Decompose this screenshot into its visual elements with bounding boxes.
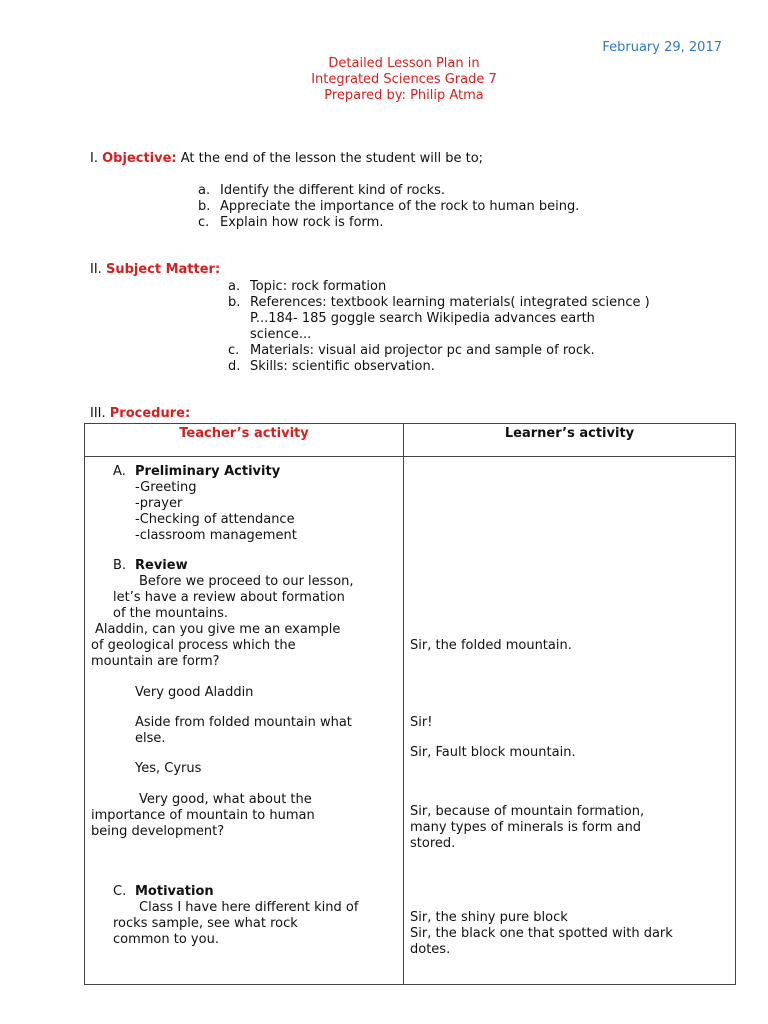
review-heading (113, 558, 188, 574)
learner-column-header: Learner’s activity (404, 424, 736, 457)
learner-response: Sir, the folded mountain. (410, 638, 572, 653)
subject-item-continuation: P...184- 185 goggle search Wikipedia advances earth (250, 311, 595, 326)
subject-item (228, 343, 595, 359)
praise-line: Very good Aladdin (135, 685, 254, 700)
procedure-heading (90, 406, 190, 421)
subject-item (228, 279, 386, 295)
learner-activity-cell (404, 457, 736, 985)
section-marker: B. (113, 558, 127, 573)
document-date: February 29, 2017 (602, 40, 722, 55)
subject-item (228, 295, 650, 311)
objective-item (198, 183, 445, 199)
subject-matter-heading (90, 262, 220, 277)
praise-line: Yes, Cyrus (135, 761, 202, 776)
list-marker: d. (228, 359, 241, 374)
objective-item (198, 215, 383, 231)
preliminary-item: -prayer (135, 496, 183, 511)
list-item-text: Skills: scientific observation. (250, 359, 435, 374)
learner-response: stored. (410, 836, 456, 851)
motivation-heading (113, 884, 214, 900)
procedure-label: Procedure: (109, 406, 191, 421)
review-title: Review (135, 558, 188, 573)
section-marker: C. (113, 884, 127, 899)
procedure-table (84, 423, 736, 985)
learner-response: Sir! (410, 715, 433, 730)
list-marker: c. (228, 343, 240, 358)
question-line: of geological process which the (91, 638, 296, 653)
list-marker: b. (198, 199, 211, 214)
section-marker: A. (113, 464, 126, 479)
title-line-1: Detailed Lesson Plan in (328, 56, 480, 71)
table-header-row (85, 424, 736, 457)
subject-matter-numeral: II. (90, 262, 102, 277)
list-item-text: Explain how rock is form. (220, 215, 384, 230)
learner-response: Sir, the shiny pure block (410, 910, 568, 925)
preliminary-item: -classroom management (135, 528, 297, 543)
motivation-title: Motivation (135, 884, 214, 899)
title-line-2: Integrated Sciences Grade 7 (311, 72, 497, 87)
objective-label: Objective: (102, 151, 177, 166)
question-line: else. (135, 731, 166, 746)
list-marker: a. (198, 183, 211, 198)
question-line: Very good, what about the (139, 792, 312, 807)
subject-item-continuation: science... (250, 327, 312, 342)
list-item-text: Materials: visual aid projector pc and sample of rock. (250, 343, 595, 358)
review-line: let’s have a review about formation (113, 590, 345, 605)
question-line: Aside from folded mountain what (135, 715, 352, 730)
table-row (85, 457, 736, 985)
objective-item (198, 199, 579, 215)
list-marker: b. (228, 295, 241, 310)
list-item-text: Topic: rock formation (250, 279, 387, 294)
preliminary-item: -Greeting (135, 480, 197, 495)
list-item-text: Appreciate the importance of the rock to human being. (220, 199, 580, 214)
subject-item (228, 359, 435, 375)
learner-response: dotes. (410, 942, 451, 957)
preliminary-title: Preliminary Activity (135, 464, 281, 479)
review-line: Before we proceed to our lesson, (139, 574, 354, 589)
procedure-numeral: III. (90, 406, 106, 421)
list-item-text: Identify the different kind of rocks. (220, 183, 446, 198)
learner-response: Sir, Fault block mountain. (410, 745, 576, 760)
learner-response: many types of minerals is form and (410, 820, 642, 835)
objective-numeral: I. (90, 151, 98, 166)
title-line-3: Prepared by: Philip Atma (324, 88, 484, 103)
preliminary-item: -Checking of attendance (135, 512, 295, 527)
learner-response: Sir, the black one that spotted with dark (410, 926, 673, 941)
review-line: of the mountains. (113, 606, 229, 621)
question-line: importance of mountain to human (91, 808, 315, 823)
learner-response: Sir, because of mountain formation, (410, 804, 645, 819)
list-marker: c. (198, 215, 210, 230)
objective-intro: At the end of the lesson the student will be to; (180, 151, 484, 166)
motivation-line: rocks sample, see what rock (113, 916, 298, 931)
list-marker: a. (228, 279, 241, 294)
question-line: Aladdin, can you give me an example (95, 622, 341, 637)
question-line: being development? (91, 824, 225, 839)
preliminary-heading (113, 464, 280, 480)
motivation-line: common to you. (113, 932, 219, 947)
teacher-activity-cell (85, 457, 404, 985)
subject-matter-label: Subject Matter: (105, 262, 221, 277)
objective-heading (90, 151, 483, 166)
motivation-line: Class I have here different kind of (139, 900, 359, 915)
list-item-text: References: textbook learning materials( integrated science ) (250, 295, 650, 310)
question-line: mountain are form? (91, 654, 220, 669)
teacher-column-header: Teacher’s activity (85, 424, 404, 457)
